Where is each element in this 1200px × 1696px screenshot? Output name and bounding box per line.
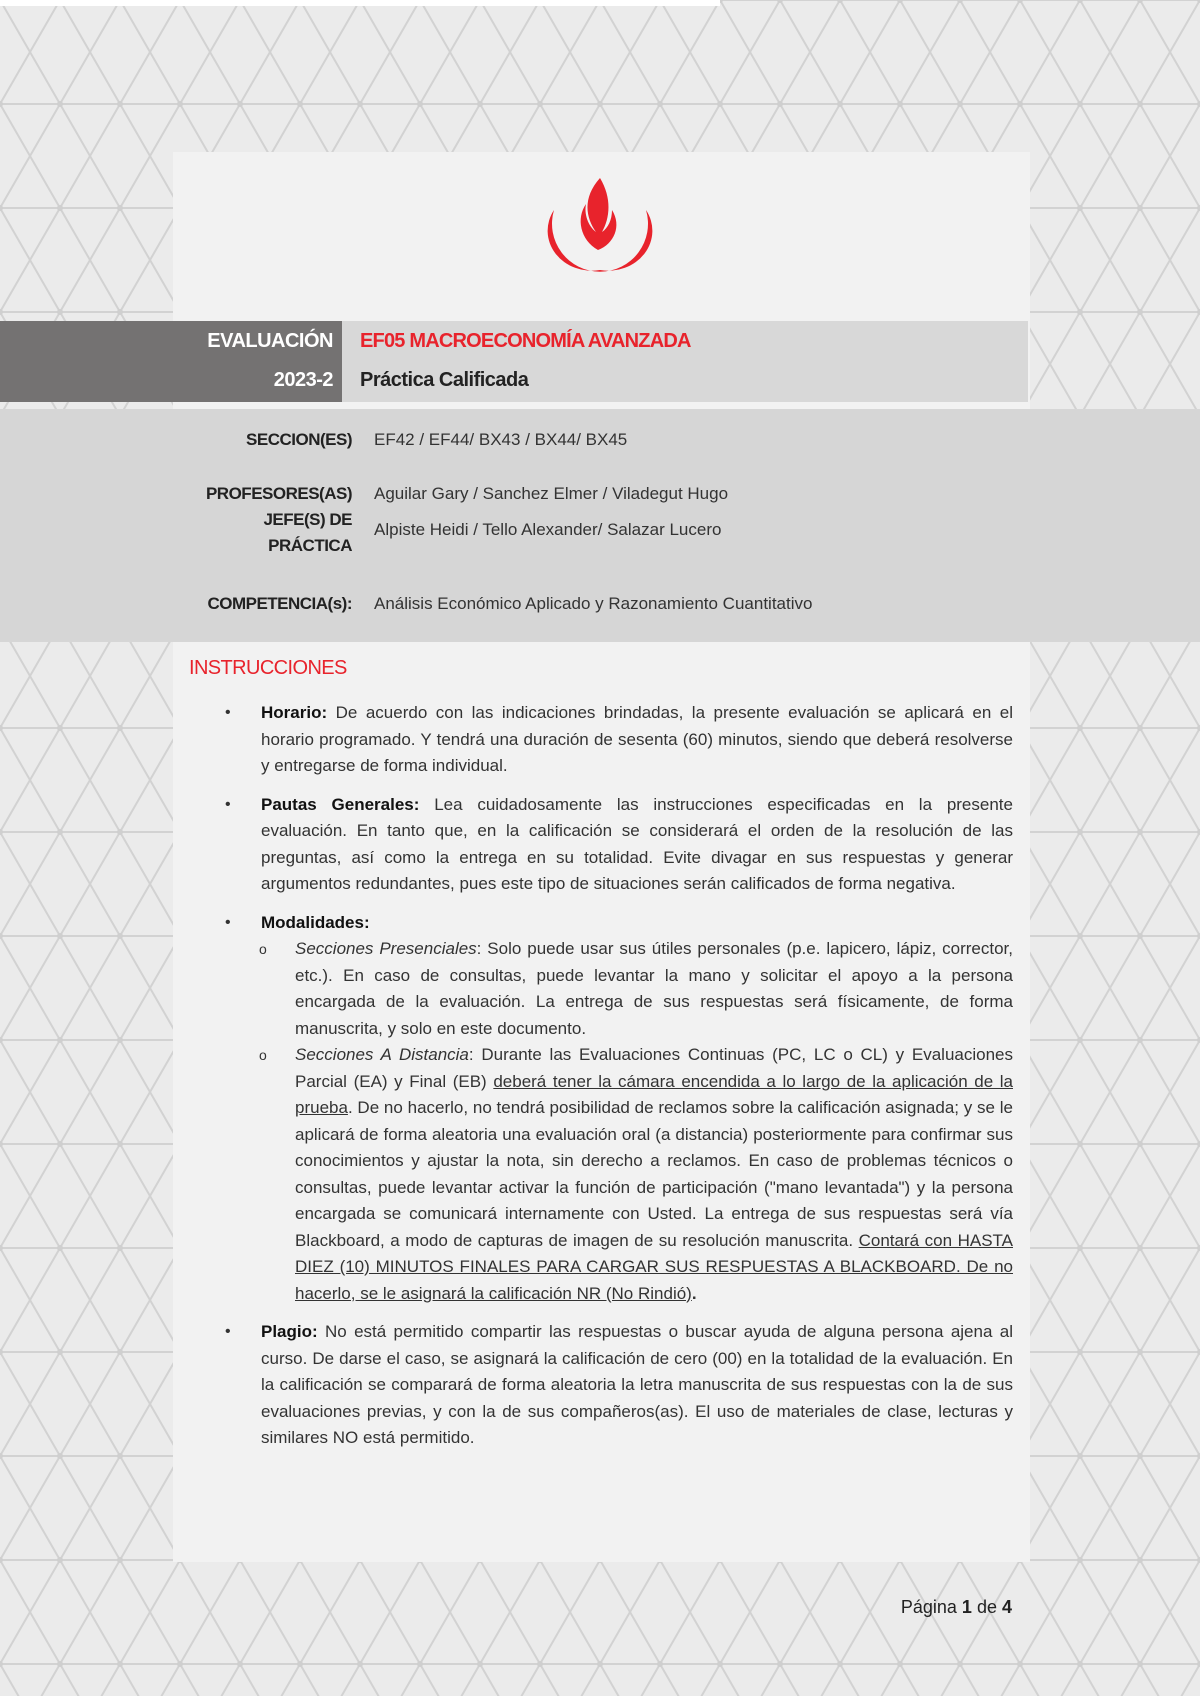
professors-label: PROFESORES(AS)	[205, 484, 352, 503]
presenciales-text: : Solo puede usar sus útiles personales (p.e. lapicero, lápiz, corrector, etc.). En caso de consultas, puede levantar la mano y solicitar el apoyo a la persona encargada de la evaluación. La entrega de sus respuestas será físicamente, de forma manuscrita, y solo en este documento.	[295, 939, 1013, 1038]
info-block	[0, 409, 1200, 642]
list-item	[223, 1042, 1013, 1307]
bullet-icon: •	[225, 1323, 231, 1340]
evaluation-period: 2023-2	[273, 369, 333, 391]
chiefs-value: Alpiste Heidi / Tello Alexander/ Salazar Lucero	[374, 520, 722, 539]
university-logo-icon	[542, 170, 658, 282]
evaluation-label-band	[0, 321, 342, 402]
bullet-icon: •	[225, 913, 231, 931]
sections-label: SECCION(ES)	[246, 430, 352, 449]
course-title-band	[342, 321, 1028, 402]
distancia-end: .	[691, 1283, 697, 1303]
professors-value: Aguilar Gary / Sanchez Elmer / Viladegut Hugo	[374, 484, 729, 503]
course-title: EF05 MACROECONOMÍA AVANZADA	[360, 330, 691, 352]
page-total: 4	[1001, 1597, 1012, 1617]
instructions-list	[223, 700, 1013, 1464]
sections-value: EF42 / EF44/ BX43 / BX44/ BX45	[374, 430, 628, 449]
pautas-label: Pautas Generales:	[261, 794, 420, 814]
sub-bullet-icon: o	[259, 1047, 267, 1063]
presenciales-label: Secciones Presenciales	[295, 939, 477, 958]
list-item	[223, 792, 1013, 898]
competence-label: COMPETENCIA(s):	[207, 594, 352, 613]
distancia-text-2: . De no hacerlo, no tendrá posibilidad de reclamos sobre la calificación asignada; y se le aplicará de forma aleatoria una evaluación oral (a distancia) posteriormente para confirmar sus conocimientos y ajustar la nota, sin derecho a reclamos. En caso de problemas técnicos o consultas, puede levantar activar la función de participación ("mano levantada") y la persona encargada se comunicará internamente con Usted. La entrega de sus respuestas será vía Blackboard, a modo de capturas de imagen de su resolución manuscrita.	[295, 1098, 1013, 1250]
page-footer	[901, 1597, 1012, 1618]
modalidades-label: Modalidades:	[261, 912, 370, 932]
list-item	[223, 1319, 1013, 1452]
horario-label: Horario:	[261, 703, 328, 722]
distancia-underline-1: deberá tener la cámara encendida a lo largo de la aplicación de la prueba	[295, 1071, 1013, 1117]
sub-bullet-icon: o	[259, 941, 267, 957]
chiefs-label-line2: PRÁCTICA	[268, 536, 352, 555]
of-word: de	[976, 1597, 997, 1617]
distancia-text-1: : Durante las Evaluaciones Continuas (PC, LC o CL) y Evaluaciones Parcial (EA) y Final (EB)	[295, 1045, 1013, 1091]
bullet-icon: •	[225, 795, 231, 813]
plagio-label: Plagio:	[261, 1322, 318, 1341]
distancia-underline-2: Contará con HASTA DIEZ (10) MINUTOS FINALES PARA CARGAR SUS RESPUESTAS A BLACKBOARD. De no hacerlo, se le asignará la calificación NR (No Rindió)	[295, 1230, 1013, 1303]
plagio-text: No está permitido compartir las respuestas o buscar ayuda de alguna persona ajena al curso. De darse el caso, se asignará la calificación de cero (00) en la totalidad de la evaluación. En la calificación se comparará de forma aleatoria la letra manuscrita de sus respuestas con la de sus evaluaciones previas, y con la de sus compañeros(as). El uso de materiales de clase, lecturas y similares NO está permitido.	[261, 1322, 1013, 1447]
list-item	[223, 700, 1013, 780]
page-word: Página	[900, 1597, 957, 1617]
pautas-text: Lea cuidadosamente las instrucciones especificadas en la presente evaluación. En tanto que, en la calificación se considerará el orden de la resolución de las preguntas, así como la entrega en su totalidad. Evite divagar en sus respuestas y generar argumentos redundantes, pues este tipo de situaciones serán calificados de forma negativa.	[261, 794, 1013, 893]
page-number: 1	[961, 1597, 972, 1617]
evaluation-label: EVALUACIÓN	[207, 330, 333, 352]
bullet-icon: •	[225, 704, 231, 721]
list-item	[223, 936, 1013, 1042]
instructions-title: INSTRUCCIONES	[189, 657, 347, 679]
distancia-label: Secciones A Distancia	[295, 1045, 469, 1064]
modalidades-sublist	[223, 936, 1013, 1307]
competence-value: Análisis Económico Aplicado y Razonamiento Cuantitativo	[374, 594, 813, 613]
evaluation-type: Práctica Calificada	[360, 369, 529, 391]
list-item	[223, 910, 1013, 937]
top-strip	[0, 0, 720, 6]
chiefs-label-line1: JEFE(S) DE	[263, 510, 352, 529]
horario-text: De acuerdo con las indicaciones brindadas, la presente evaluación se aplicará en el horario programado. Y tendrá una duración de sesenta (60) minutos, siendo que deberá resolverse y entregarse de forma individual.	[261, 703, 1013, 775]
